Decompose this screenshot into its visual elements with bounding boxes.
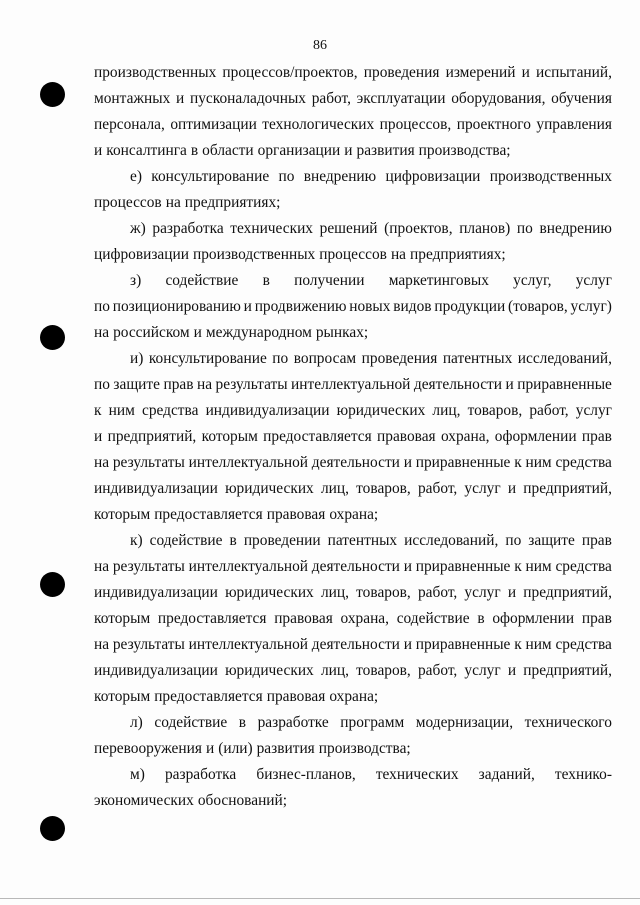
- word: развития: [256, 740, 315, 757]
- word: услуг,: [513, 272, 552, 289]
- word: предприятий,: [523, 662, 612, 679]
- word: на: [196, 376, 213, 393]
- word: л): [130, 714, 143, 731]
- word: вопросам: [293, 350, 357, 367]
- word: которым: [94, 506, 151, 523]
- word: к: [514, 558, 522, 575]
- word: разработка: [164, 766, 237, 783]
- word: видов: [393, 298, 432, 315]
- word: внедрению: [539, 220, 612, 237]
- word: на: [94, 636, 110, 653]
- word: к: [514, 636, 522, 653]
- word: результаты: [112, 636, 185, 653]
- word: производственных: [489, 168, 612, 185]
- word: решений: [319, 220, 378, 237]
- word: испытаний,: [536, 64, 612, 81]
- text-line: [94, 580, 612, 606]
- word: обучения: [551, 90, 612, 107]
- word: позиционированию: [112, 298, 241, 315]
- word: и: [94, 428, 103, 445]
- word: области: [202, 142, 254, 159]
- word: в: [229, 532, 237, 549]
- word: экономических: [94, 792, 194, 809]
- word: результаты: [215, 376, 288, 393]
- text-line: [94, 736, 612, 762]
- word: и): [130, 350, 144, 367]
- word: работ,: [417, 480, 458, 497]
- text-line: [94, 632, 612, 658]
- word: лиц,: [320, 584, 349, 601]
- word: приравненные: [517, 376, 612, 393]
- word: по: [94, 298, 110, 315]
- word: на: [390, 246, 407, 263]
- text-line: [94, 788, 612, 814]
- word: проектного: [456, 116, 531, 133]
- word: ж): [130, 220, 146, 237]
- word: услуг: [575, 402, 612, 419]
- word: прав: [163, 376, 194, 393]
- word: по: [272, 350, 289, 367]
- word: консалтинга: [106, 142, 187, 159]
- text-line: [94, 60, 612, 86]
- word: на: [94, 558, 110, 575]
- text-line: [94, 502, 612, 528]
- word: деятельности: [311, 454, 400, 471]
- word: и: [176, 90, 185, 107]
- word: получении: [294, 272, 365, 289]
- word: товаров,: [467, 402, 523, 419]
- word: процессов: [94, 194, 162, 211]
- word: к: [514, 454, 522, 471]
- word: охрана,: [440, 428, 490, 445]
- word: обоснований;: [197, 792, 288, 809]
- page-number: 86: [313, 38, 327, 53]
- word: и: [507, 662, 517, 679]
- word: персонала,: [94, 116, 165, 133]
- word: юридических: [225, 480, 314, 497]
- word: деятельности: [413, 376, 502, 393]
- word: модернизации,: [415, 714, 514, 731]
- word: прав: [581, 610, 612, 627]
- word: (товаров,: [508, 298, 568, 315]
- word: предприятиях;: [410, 246, 506, 263]
- word: технических: [230, 220, 313, 237]
- word: производственных: [192, 246, 316, 263]
- word: услуг: [464, 662, 501, 679]
- word: и: [521, 64, 530, 81]
- text-line: [94, 658, 612, 684]
- word: планов): [459, 220, 511, 237]
- word: (проектов,: [384, 220, 453, 237]
- word: содействие: [154, 714, 228, 731]
- word: приравненные: [415, 558, 511, 575]
- word: охрана;: [329, 688, 379, 705]
- word: производства;: [318, 740, 411, 757]
- word: патентных: [327, 532, 398, 549]
- word: индивидуализации: [94, 584, 218, 601]
- word: оформлении: [494, 428, 577, 445]
- word: е): [130, 168, 142, 185]
- word: деятельности: [311, 636, 400, 653]
- word: защите: [113, 376, 160, 393]
- word: работ,: [417, 584, 458, 601]
- text-line: [94, 242, 612, 268]
- word: предприятий,: [107, 428, 197, 445]
- word: услуг: [464, 584, 501, 601]
- word: проведении: [243, 532, 321, 549]
- word: юридических: [225, 584, 314, 601]
- word: и: [344, 142, 353, 159]
- word: товаров,: [356, 584, 411, 601]
- word: маркетинговых: [388, 272, 489, 289]
- word: управления: [536, 116, 612, 133]
- word: предприятиях;: [184, 194, 281, 211]
- word: лиц,: [320, 480, 349, 497]
- text-line: [94, 710, 612, 736]
- word: исследований,: [404, 532, 499, 549]
- word: ним: [525, 454, 552, 471]
- word: измерений: [445, 64, 516, 81]
- word: интеллектуальной: [188, 558, 309, 575]
- word: и: [403, 558, 412, 575]
- word: по: [94, 376, 110, 393]
- word: монтажных: [94, 90, 171, 107]
- word: технического: [524, 714, 612, 731]
- text-line: [94, 372, 612, 398]
- word: на: [94, 324, 110, 341]
- word: индивидуализации: [94, 480, 218, 497]
- word: работ,: [417, 662, 458, 679]
- text-line: [94, 476, 612, 502]
- word: новых: [349, 298, 391, 315]
- word: исследований,: [517, 350, 612, 367]
- word: ним: [108, 402, 135, 419]
- text-line: [94, 450, 612, 476]
- word: средства: [141, 402, 199, 419]
- text-line: [94, 190, 612, 216]
- word: внедрению: [303, 168, 377, 185]
- text-line: [94, 606, 612, 632]
- word: и: [507, 584, 517, 601]
- word: средства: [555, 636, 612, 653]
- word: товаров,: [356, 662, 411, 679]
- word: работ,: [311, 90, 351, 107]
- word: процессов/проектов,: [222, 64, 358, 81]
- word: перевооружения: [94, 740, 202, 757]
- word: интеллектуальной: [291, 376, 411, 393]
- binder-hole-2: [40, 325, 65, 350]
- word: оборудования,: [451, 90, 546, 107]
- scan-bottom-edge: [0, 898, 640, 899]
- word: пусконаладочных: [189, 90, 306, 107]
- word: консультирование: [148, 350, 267, 367]
- word: предоставляется: [157, 610, 267, 627]
- word: прав: [581, 428, 612, 445]
- word: содействие: [165, 272, 239, 289]
- word: продукции: [434, 298, 506, 315]
- word: работ,: [529, 402, 569, 419]
- word: на: [165, 194, 181, 211]
- text-line: [94, 684, 612, 710]
- word: и: [505, 376, 514, 393]
- word: оформлении: [492, 610, 575, 627]
- word: предоставляется: [154, 506, 263, 523]
- word: международном: [205, 324, 312, 341]
- word: проведения: [361, 350, 438, 367]
- word: правовая: [377, 428, 436, 445]
- word: в: [238, 714, 247, 731]
- word: индивидуализации: [205, 402, 330, 419]
- word: товаров,: [356, 480, 411, 497]
- word: интеллектуальной: [188, 636, 309, 653]
- word: производства;: [418, 142, 511, 159]
- word: к): [130, 532, 143, 549]
- word: и: [243, 298, 252, 315]
- word: услуг: [575, 272, 612, 289]
- text-line: [94, 294, 612, 320]
- word: и: [205, 740, 215, 757]
- word: проведения: [363, 64, 440, 81]
- word: (или): [218, 740, 253, 757]
- text-line: [94, 164, 612, 190]
- word: которым: [94, 688, 151, 705]
- word: на: [94, 454, 110, 471]
- word: услуг): [570, 298, 612, 315]
- word: содействие: [149, 532, 223, 549]
- word: цифровизации: [94, 246, 189, 263]
- word: по: [516, 220, 533, 237]
- binder-hole-3: [40, 572, 65, 597]
- word: индивидуализации: [94, 662, 218, 679]
- text-line: [94, 320, 612, 346]
- word: приравненные: [415, 636, 511, 653]
- word: производственных: [94, 64, 217, 81]
- word: патентных: [442, 350, 513, 367]
- word: прав: [581, 532, 612, 549]
- text-line: [94, 528, 612, 554]
- word: технико-: [554, 766, 612, 783]
- word: средства: [555, 454, 612, 471]
- word: и: [507, 480, 517, 497]
- word: организации: [257, 142, 341, 159]
- word: интеллектуальной: [188, 454, 309, 471]
- word: оптимизации: [170, 116, 257, 133]
- word: з): [130, 272, 142, 289]
- word: процессов,: [379, 116, 452, 133]
- word: консультирование: [151, 168, 270, 185]
- text-line: [94, 762, 612, 788]
- word: охрана;: [329, 506, 379, 523]
- word: в: [262, 272, 270, 289]
- word: развития: [356, 142, 415, 159]
- text-line: [94, 112, 612, 138]
- word: результаты: [112, 558, 185, 575]
- word: эксплуатации: [356, 90, 446, 107]
- word: процессов: [319, 246, 387, 263]
- word: в: [477, 610, 485, 627]
- word: разработка: [152, 220, 224, 237]
- word: и: [94, 142, 103, 159]
- word: цифровизации: [385, 168, 481, 185]
- word: и: [403, 636, 412, 653]
- word: технологических: [262, 116, 375, 133]
- word: разработке: [257, 714, 329, 731]
- word: продвижению: [254, 298, 347, 315]
- word: программ: [340, 714, 405, 731]
- text-line: [94, 86, 612, 112]
- word: российском: [113, 324, 190, 341]
- word: содействие: [396, 610, 470, 627]
- word: по: [505, 532, 522, 549]
- text-line: [94, 268, 612, 294]
- word: правовая: [266, 506, 326, 523]
- text-line: [94, 216, 612, 242]
- word: защите: [528, 532, 575, 549]
- word: правовая: [266, 688, 326, 705]
- word: в: [190, 142, 199, 159]
- text-line: [94, 138, 612, 164]
- word: и: [403, 454, 412, 471]
- word: охрана,: [340, 610, 389, 627]
- word: бизнес-планов,: [256, 766, 356, 783]
- word: лиц,: [320, 662, 349, 679]
- word: к: [94, 402, 102, 419]
- document-body: [94, 60, 612, 814]
- word: технических: [375, 766, 459, 783]
- word: предоставляется: [154, 688, 263, 705]
- word: предприятий,: [523, 480, 612, 497]
- word: правовая: [274, 610, 333, 627]
- word: по: [278, 168, 295, 185]
- word: юридических: [225, 662, 314, 679]
- word: заданий,: [478, 766, 535, 783]
- word: предоставляется: [263, 428, 372, 445]
- word: результаты: [112, 454, 185, 471]
- word: ним: [525, 558, 552, 575]
- word: приравненные: [415, 454, 511, 471]
- word: м): [130, 766, 145, 783]
- text-line: [94, 398, 612, 424]
- word: и: [193, 324, 202, 341]
- word: ним: [525, 636, 552, 653]
- word: которым: [94, 610, 151, 627]
- word: лиц,: [432, 402, 461, 419]
- word: деятельности: [311, 558, 400, 575]
- word: предприятий,: [523, 584, 612, 601]
- text-line: [94, 554, 612, 580]
- word: юридических: [336, 402, 426, 419]
- word: средства: [555, 558, 612, 575]
- binder-hole-1: [40, 82, 65, 107]
- text-line: [94, 424, 612, 450]
- binder-hole-4: [40, 816, 65, 841]
- text-line: [94, 346, 612, 372]
- word: услуг: [464, 480, 501, 497]
- word: рынках;: [315, 324, 369, 341]
- word: которым: [201, 428, 258, 445]
